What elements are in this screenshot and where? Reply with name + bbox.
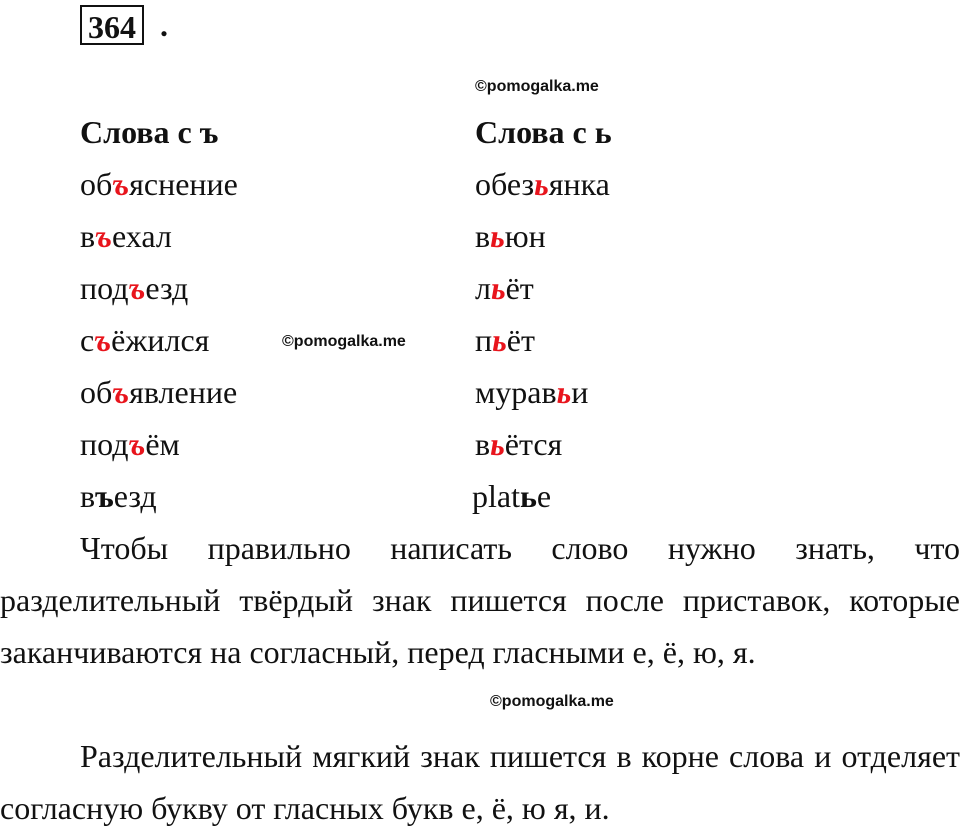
hard-sign-mark: ъ (128, 426, 146, 462)
exercise-number-dot: . (160, 7, 168, 43)
hard-word: объяснение (80, 166, 238, 202)
soft-word: обезьянка (475, 166, 610, 202)
hard-word: въехал (80, 218, 172, 254)
soft-word: муравьи (475, 374, 589, 410)
soft-sign-mark: ь (490, 426, 505, 462)
soft-sign-mark: ь (534, 166, 549, 202)
hard-sign-mark: ъ (95, 478, 114, 514)
hard-sign-mark: ъ (95, 218, 112, 254)
hard-word: подъём (80, 426, 180, 462)
hard-word: подъезд (80, 270, 189, 306)
hard-sign-mark: ъ (112, 166, 130, 202)
header-soft-sign: Слова с ь (475, 114, 612, 150)
soft-sign-mark: ь (556, 374, 572, 410)
soft-sign-mark: ь (492, 322, 507, 358)
header-hard-sign: Слова с ъ (80, 114, 219, 150)
hard-sign-mark: ъ (112, 374, 130, 410)
soft-word: вьюн (475, 218, 546, 254)
rule-paragraph-hard-sign: Чтобы правильно написать слово нужно знать, что разделительный твёрдый знак пишется после приставок, которые заканчиваются на согласный, перед гласными е, ё, ю, я. (0, 530, 960, 670)
hard-word: объявление (80, 374, 238, 410)
soft-sign-mark: ь (490, 218, 505, 254)
soft-word: вьётся (475, 426, 563, 462)
hard-word: въезд (80, 478, 157, 514)
watermark-middle: ©pomogalka.me (282, 333, 406, 350)
hard-sign-mark: ъ (128, 270, 146, 306)
watermark-top: ©pomogalka.me (475, 78, 599, 95)
soft-word: platье (472, 478, 552, 514)
rule-paragraph-soft-sign: Разделительный мягкий знак пишется в корне слова и отделяет согласную букву от гласных букв е, ё, ю я, и. (0, 738, 960, 826)
hard-word: съёжился (80, 322, 210, 358)
soft-word: пьёт (475, 322, 535, 358)
soft-sign-mark: ь (490, 270, 506, 306)
hard-sign-mark: ъ (94, 322, 112, 358)
watermark-bottom: ©pomogalka.me (490, 693, 614, 710)
soft-sign-mark: ь (519, 478, 537, 514)
exercise-number: 364 (80, 5, 144, 45)
soft-word: льёт (475, 270, 534, 306)
